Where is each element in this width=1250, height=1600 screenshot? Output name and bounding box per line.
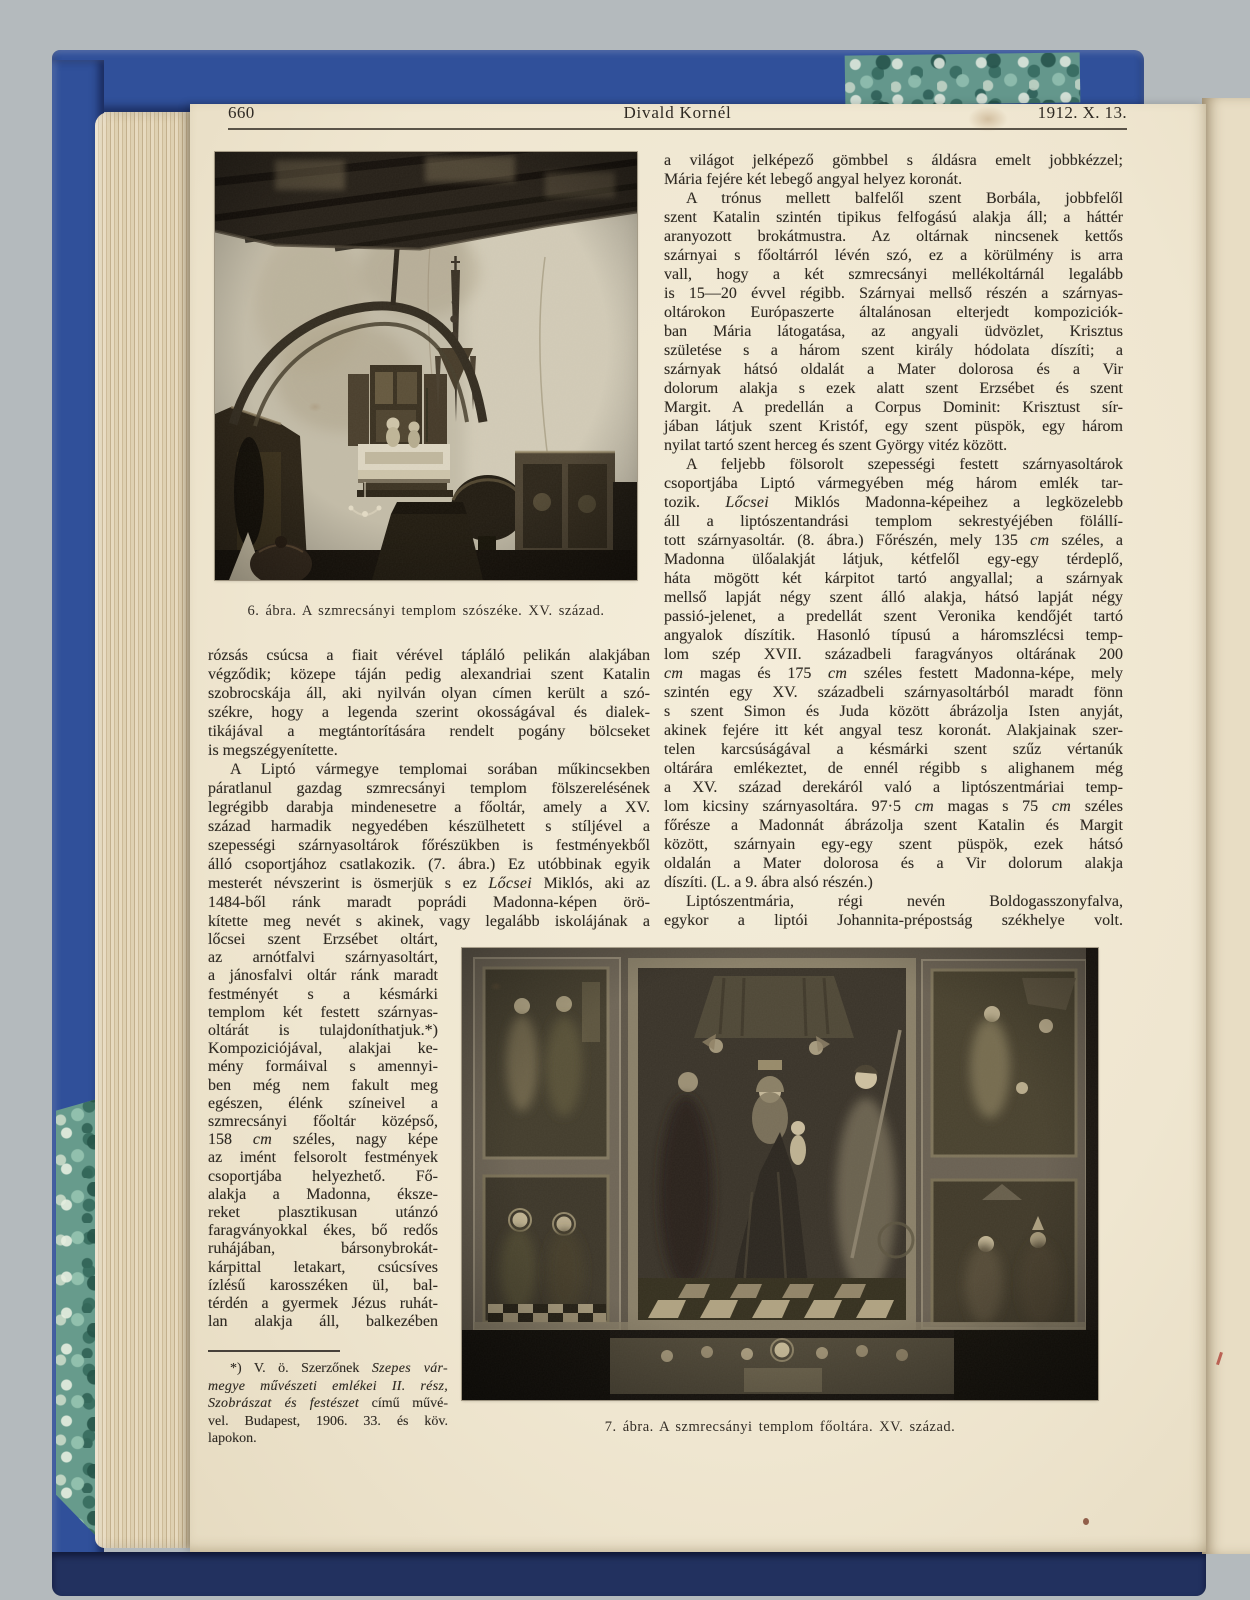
text-line: lan alakja áll, balkezében (208, 1313, 438, 1331)
figure6-caption: 6. ábra. A szmrecsányi templom szószéke. XV. század. (247, 603, 605, 619)
figure6-illustration (215, 152, 637, 580)
text-line: alakja a Madonna, éksze- (208, 1185, 438, 1203)
text-line: is 15—20 évvel régibb. Szárnyai mellső részén a szárnyas- (664, 285, 1123, 302)
text-line: dolorum alakja s ezek alatt szent Erzsébet és szent (664, 380, 1123, 397)
text-line: reket plasztikusan utánzó (208, 1204, 438, 1222)
text-line: szepességi szárnyasoltárok főrészükben is festményekből (208, 837, 650, 854)
text-line: ruhájában, bársonybrokát- (208, 1240, 438, 1258)
text-line: Madonna ülőalakját látjuk, kétfelől egy-egy térdeplő, (664, 551, 1123, 568)
text-line: szintén egy XV. századbeli szárnyasoltárból maradt fönn (664, 684, 1123, 701)
text-line: egészen, élénk színeivel a (208, 1094, 438, 1112)
text-line: oltárára emlékeztet, de ennél régibb s alighanem még (664, 760, 1123, 777)
text-line: passió-jelenet, a predellát szent Veronika kendőjét tartó (664, 608, 1123, 625)
text-line: szárnyai s főoltárról lévén szó, ez a körülmény is arra (664, 247, 1123, 264)
text-line: születése s a három szent király hódolata díszíti; a (664, 342, 1123, 359)
text-line: székre, hogy a legenda szerint okosságával és dialek- (208, 704, 650, 721)
text-line: csoportjába Liptó vármegyében még három emlék tar- (664, 475, 1123, 492)
left-column-paragraph-1 (208, 646, 650, 760)
text-line: mellső lapját négy szent álló alakja, hátsó lapját négy (664, 589, 1123, 606)
text-line: álló csoportjához csatlakozik. (7. ábra.) Ez utóbbinak egyik (208, 856, 650, 873)
text-line: háta mögött két kárpitot tartó angyallal; a szárnyak (664, 570, 1123, 587)
text-line: kítette meg nevét s akinek, vagy legalább iskolájának a (208, 913, 650, 930)
text-line: ízlésű karosszéken ül, bal- (208, 1276, 438, 1294)
text-line: egykor a liptói Johannita-prépostság székhelye volt. (664, 912, 1123, 929)
text-line: A feljebb fölsorolt szepességi festett szárnyasoltárok (686, 456, 1123, 473)
text-line: szent Katalin szintén tipikus felfogású alakja áll; a háttér (664, 209, 1123, 226)
page-number: 660 (228, 103, 255, 122)
text-line: Mária fejére két lebegő angyal helyez koronát. (664, 171, 963, 188)
text-line: festményét s a késmárki (208, 985, 438, 1003)
text-line: század harmadik negyedében készülhetett s stíljével a (208, 818, 650, 835)
text-line: nyilat tartó szent herceg és szent György vitéz között. (664, 437, 1008, 454)
figure7-photo (462, 948, 1098, 1400)
text-line: telen karcsúságával a késmárki szent szűz vértanúk (664, 741, 1123, 758)
page-edges-stack (95, 112, 195, 1548)
page-stain (1083, 1518, 1089, 1525)
text-line: is megszégyenítette. (208, 742, 338, 759)
text-line: szobrocskája áll, aki nyilván olyan címen került a szó- (208, 685, 650, 702)
text-line: cm magas és 175 cm széles festett Madonna-képe, mely (664, 665, 1124, 682)
issue-date: 1912. X. 13. (1037, 103, 1127, 122)
text-line: vall, hogy a két szmrecsányi mellékoltárnál legalább (664, 266, 1123, 283)
text-line: akinek fejére itt két angyal tesz koronát. Alakjainak szer- (664, 722, 1123, 739)
text-line: főrésze a Madonnát ábrázolja szent Katalin és Margit (664, 817, 1123, 834)
text-line: Liptószentmária, régi nevén Boldogasszonyfalva, (686, 893, 1123, 910)
marbled-endpaper-top (845, 52, 1081, 105)
figure6-photo (215, 152, 637, 580)
text-line: A Liptó vármegye templomai sorában műkincsekben (230, 761, 650, 778)
next-page-edge (1202, 98, 1250, 1554)
text-line: csoportjába helyezhető. Fő- (208, 1167, 438, 1185)
text-line: lőcsei szent Erzsébet oltárt, (208, 931, 438, 948)
text-line: az imént felsorolt festmények (208, 1149, 438, 1167)
text-line: a világot jelképező gömbbel s áldásra emelt jobbkézzel; (664, 152, 1123, 169)
text-line: tott szárnyasoltár. (8. ábra.) Főrészén, mely 135 cm széles, a (664, 532, 1123, 549)
footnote (208, 1360, 448, 1448)
text-line: lom szép XVII. századbeli faragványos oltárának 200 (664, 646, 1123, 663)
text-line: 158 cm széles, nagy képe (208, 1131, 438, 1149)
book-cover-bottom-edge (52, 1552, 1206, 1596)
running-title: Divald Kornél (623, 103, 732, 122)
text-line: lapokon. (208, 1431, 257, 1446)
text-line: térdén a gyermek Jézus ruhát- (208, 1295, 438, 1313)
text-line: vel. Budapest, 1906. 33. és köv. (208, 1413, 448, 1429)
text-line: szárnyak hátsó oldalát a Mater dolorosa és a Vir (664, 361, 1123, 378)
text-line: áll a liptószentandrási templom sekrestyéjében fölállí- (664, 513, 1123, 530)
text-line: A trónus mellett balfelől szent Borbála, jobbfelől (686, 190, 1123, 207)
text-line: kárpittal letakart, csúcsíves (208, 1258, 438, 1276)
figure7-caption: 7. ábra. A szmrecsányi templom főoltára. XV. század. (604, 1419, 956, 1435)
text-line: templom két festett szárnyas- (208, 1003, 438, 1021)
text-line: mesterét névszerint is ösmerjük s ez Lőcsei Miklós, aki az (208, 875, 651, 892)
text-line: megye művészeti emlékei II. rész, (208, 1378, 448, 1394)
text-line: tozik. Lőcsei Miklós Madonna-képeihez a legközelebb (664, 494, 1123, 511)
figure7-illustration (462, 948, 1098, 1400)
text-line: az arnótfalvi szárnyasoltárt, (208, 949, 438, 967)
text-line: végződik; közepe táján pedig alexandriai szent Katalin (208, 666, 650, 683)
text-line: között, szárnyain egy-egy szent püspök, ezek hátsó (664, 836, 1123, 853)
book-page (190, 104, 1206, 1552)
text-line: s szent Simon és Juda között ábrázolja Isten anyját, (664, 703, 1123, 720)
text-line: faragványokkal ékes, bő redős (208, 1222, 438, 1240)
text-line: ben még nem fakult meg (208, 1076, 438, 1094)
text-line: Margit. A predellán a Corpus Dominit: Krisztust sír- (664, 399, 1123, 416)
text-line: páratlanul gazdag szmrecsányi templom fölszerelésének (208, 780, 650, 797)
left-column-narrow (208, 931, 438, 1331)
text-line: díszíti. (L. a 9. ábra alsó részén.) (664, 874, 873, 891)
text-line: legrégibb darabja mindenesetre a főoltár, amely a XV. (208, 799, 650, 816)
text-line: a XV. század derekáról való a liptószentmáriai temp- (664, 779, 1123, 796)
text-line: ban Mária látogatása, az angyali üdvözlet, Krisztus (664, 323, 1123, 340)
text-line: 1484-ből ránk maradt poprádi Madonna-képen örö- (208, 894, 650, 911)
right-column (664, 151, 1123, 930)
text-line: mény formáival s amennyi- (208, 1058, 438, 1076)
text-line: oldalán a Mater dolorosa és a Vir dolorum alakja (664, 855, 1123, 872)
text-line: oltárokon Európaszerte általánosan elterjedt kompoziciók- (664, 304, 1123, 321)
text-line: szmrecsányi főoltár középső, (208, 1113, 438, 1131)
header-rule (228, 128, 1127, 130)
text-line: lom kicsiny szárnyasoltára. 97·5 cm magas s 75 cm széles (664, 798, 1123, 815)
text-line: *) V. ö. Szerzőnek Szepes vár- (230, 1361, 448, 1376)
text-line: tikájával a megtántorítására rendelt pogány bölcseket (208, 723, 650, 740)
text-line: jában látjuk szent Kristóf, egy szent püspök, egy három (664, 418, 1123, 435)
footnote-rule (208, 1350, 340, 1352)
text-line: oltárát is tulajdoníthatjuk.*) (208, 1022, 438, 1040)
text-line: angyalok díszítik. Hasonló típusú a háromszlécsi temp- (664, 627, 1123, 644)
left-column-paragraph-2 (208, 760, 650, 931)
text-line: aranyozott brokátmustra. Az oltárnak nincsenek kettős (664, 228, 1123, 245)
text-line: rózsás csúcsa a fiait vérével tápláló pelikán alakjában (208, 647, 650, 664)
text-line: Kompoziciójával, alakjai ke- (208, 1040, 438, 1058)
page-header (228, 103, 1127, 127)
text-line: a jánosfalvi oltár ránk maradt (208, 967, 438, 985)
text-line: Szobrászat és festészet című művé- (208, 1396, 449, 1411)
